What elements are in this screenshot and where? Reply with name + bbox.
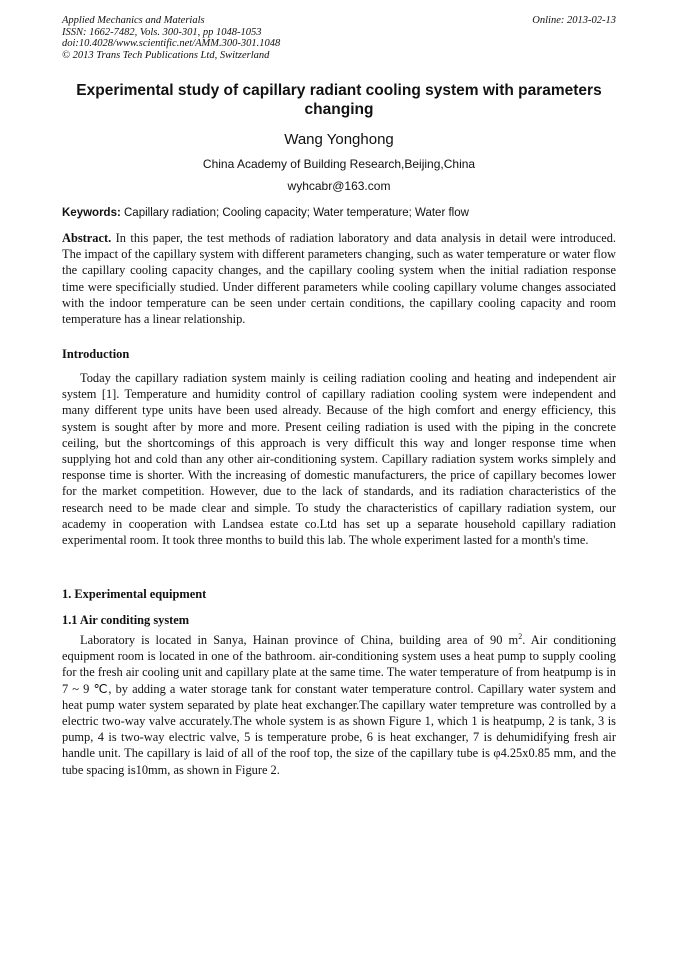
section-1-1-heading: 1.1 Air conditing system bbox=[62, 613, 190, 627]
author-name: Wang Yonghong bbox=[284, 131, 394, 148]
introduction-paragraph: Today the capillary radiation system mainly is ceiling radiation cooling and heating and independent air system [1]. Temperature and humidity control of capillary radiation cooling system were independent and many different type units have been used already. Because of the high comfort and energy efficiency, this system is sought after by more and more. Present ceiling radiation is used with the piping in the concrete ceiling, but the shortcomings of this approach is very difficult this way and longer response time when supplying hot and cold than any other air-conditioning system. Capillary radiation system works simplely and response time is shorter. With the increasing of domestic manufacturers, the price of capillary becomes lower for the market competition. However, due to the lack of standards, and its radiation characteristics of the research need to be made clear and simple. To study the characteristics of capillary radiation system, our academy in cooperation with Landsea estate co.Ltd has set up a separate household capillary radiation experimental room. It took three months to build this lab. The whole experiment lasted for a month's time. bbox=[62, 371, 616, 548]
abstract bbox=[62, 230, 616, 327]
issn-line: ISSN: 1662-7482, Vols. 300-301, pp 1048-1053 bbox=[62, 26, 262, 38]
copyright-line: © 2013 Trans Tech Publications Ltd, Switzerland bbox=[62, 49, 270, 61]
author-email[interactable]: wyhcabr@163.com bbox=[287, 179, 391, 193]
area-superscript: 2 bbox=[518, 631, 523, 641]
author-affiliation: China Academy of Building Research,Beijing,China bbox=[202, 157, 476, 171]
section-1-heading: 1. Experimental equipment bbox=[62, 587, 207, 601]
section-1-1-text-a: Laboratory is located in Sanya, Hainan province of China, building area of 90 m bbox=[80, 633, 519, 647]
paper-title: Experimental study of capillary radiant cooling system with parameters changing bbox=[76, 82, 602, 118]
journal-header bbox=[62, 15, 616, 61]
section-1-1-paragraph bbox=[62, 632, 616, 778]
keywords-text: Capillary radiation; Cooling capacity; Water temperature; Water flow bbox=[120, 207, 469, 219]
abstract-text: In this paper, the test methods of radiation laboratory and data analysis in detail were introduced. The impact of the capillary system with different parameters changing, such as water temperature or water flow the capillary cooling capacity changes, and the capillary cooling system when the initial radiation response time were specificially studied. Under different parameters while cooling capillary volume changes associated with the indoor temperature can be seen under certain conditions, the capillary cooling capacity and room temperature has a linear relationship. bbox=[62, 231, 616, 327]
doi-line: doi:10.4028/www.scientific.net/AMM.300-301.1048 bbox=[62, 38, 281, 49]
introduction-heading: Introduction bbox=[62, 347, 130, 361]
journal-name: Applied Mechanics and Materials bbox=[62, 15, 205, 26]
abstract-label: Abstract. bbox=[62, 231, 112, 245]
online-date: Online: 2013-02-13 bbox=[532, 15, 616, 26]
keywords bbox=[62, 207, 616, 219]
keywords-label: Keywords: bbox=[62, 207, 121, 219]
section-1-1-text-b: . Air conditioning equipment room is located in one of the bathroom. air-conditioning system uses a heat pump to supply cooling for the fresh air cooling unit and capillary plate at the same time. The water temperature of from heatpump is in 7 ~ 9 ℃, by adding a water storage tank for constant water temperature control. Capillary water system and heat pump water system separated by plate heat exchanger.The capillary water tempreture was controlled by a electric two-way valve accurately.The whole system is as shown Figure 1, which 1 is heatpump, 2 is tank, 3 is pump, 4 is two-way electric valve, 5 is temperature probe, 6 is heat exchanger, 7 is dehumidifying fresh air handle unit. The capillary is laid of all of the roof top, the size of the capillary tube is φ4.25x0.85 mm, and the tube spacing is10mm, as shown in Figure 2. bbox=[62, 633, 617, 777]
